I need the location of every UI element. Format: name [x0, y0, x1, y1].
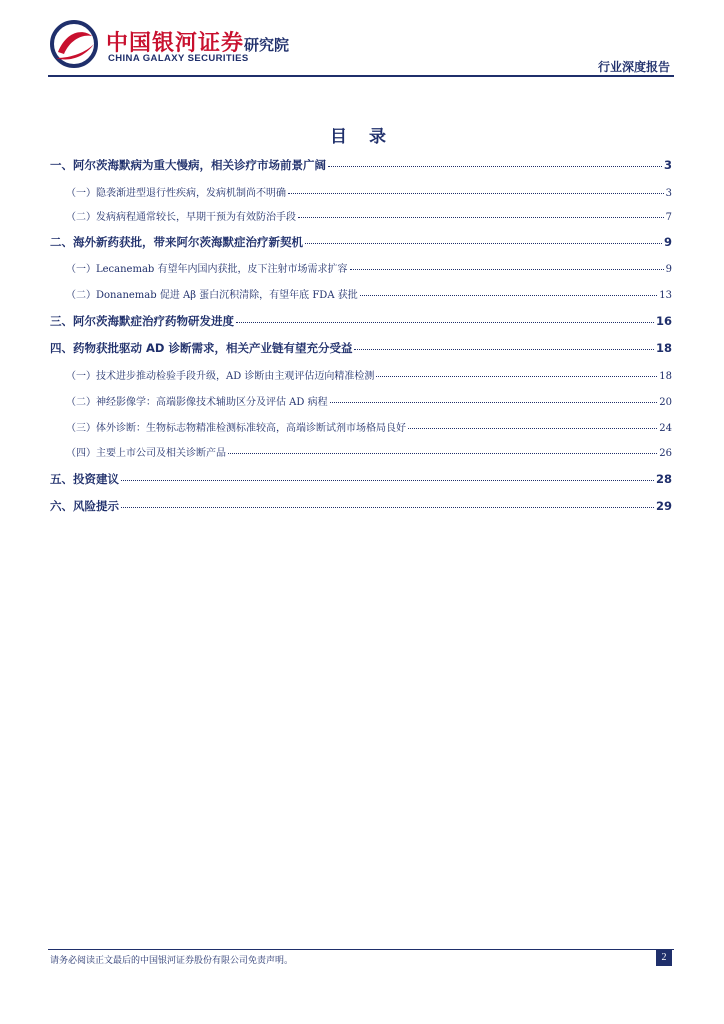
toc-section-link[interactable]: [50, 340, 672, 356]
toc-page-number: 7: [665, 212, 672, 223]
toc-subsection-link[interactable]: [50, 419, 672, 434]
toc-dot-leader: [330, 402, 658, 403]
toc-subsection-link[interactable]: [50, 184, 672, 199]
toc-entry-text: 四、药物获批驱动 AD 诊断需求，相关产业链有望充分受益: [50, 341, 353, 355]
toc-entry-text: （三）体外诊断：生物标志物精准检测标准较高，高端诊断试剂市场格局良好: [66, 423, 406, 434]
toc-dot-leader: [236, 322, 654, 323]
toc-entry-text: 五、投资建议: [50, 472, 119, 486]
logo-english-name: CHINA GALAXY SECURITIES: [108, 53, 249, 64]
toc-entry-text: 一、阿尔茨海默病为重大慢病，相关诊疗市场前景广阔: [50, 158, 326, 172]
report-type-label: 行业深度报告: [597, 60, 670, 74]
toc-title: 目 录: [330, 127, 394, 147]
toc-section-link[interactable]: [50, 471, 672, 487]
toc-subsection-link[interactable]: [50, 393, 672, 408]
toc-subsection-link[interactable]: [50, 286, 672, 301]
toc-entry-text: （一）技术进步推动检验手段升级，AD 诊断由主观评估迈向精准检测: [66, 371, 375, 382]
toc-page-number: 9: [663, 235, 672, 249]
toc-page-number: 18: [655, 341, 672, 355]
toc-section-link[interactable]: [50, 234, 672, 250]
galaxy-logo-icon: [48, 18, 100, 70]
toc-entry-text: （一）Lecanemab 有望年内国内获批，皮下注射市场需求扩容: [66, 264, 348, 275]
toc-page-number: 24: [659, 423, 672, 434]
institute-label: 研究院: [244, 36, 290, 54]
toc-page-number: 3: [663, 158, 672, 172]
toc-entry-text: （一）隐袭渐进型退行性疾病，发病机制尚不明确: [66, 188, 286, 199]
toc-page-number: 3: [665, 188, 672, 199]
page-number: 2: [656, 950, 672, 966]
toc-section-link[interactable]: [50, 498, 672, 514]
toc-page-number: 16: [655, 314, 672, 328]
toc-dot-leader: [228, 453, 657, 454]
toc-entry-text: 二、海外新药获批，带来阿尔茨海默症治疗新契机: [50, 235, 303, 249]
toc-page-number: 20: [659, 397, 672, 408]
logo-chinese-name: 中国银河证券: [106, 31, 245, 56]
toc-subsection-link[interactable]: [50, 208, 672, 223]
toc-subsection-link[interactable]: [50, 367, 672, 382]
footer-divider: [48, 949, 674, 950]
toc-page-number: 9: [665, 264, 672, 275]
toc-page-number: 29: [655, 499, 672, 513]
toc-dot-leader: [408, 428, 657, 429]
toc-dot-leader: [121, 507, 654, 508]
toc-dot-leader: [298, 217, 664, 218]
toc-subsection-link[interactable]: [50, 444, 672, 459]
toc-entry-text: （四）主要上市公司及相关诊断产品: [66, 448, 226, 459]
toc-entry-text: （二）神经影像学：高端影像技术辅助区分及评估 AD 病程: [66, 397, 328, 408]
header-divider: [48, 75, 674, 77]
toc-dot-leader: [350, 269, 664, 270]
toc-entry-text: 三、阿尔茨海默症治疗药物研发进度: [50, 314, 234, 328]
footer-disclaimer: 请务必阅读正文最后的中国银河证券股份有限公司免责声明。: [50, 956, 294, 966]
toc-page-number: 13: [659, 290, 672, 301]
toc-dot-leader: [288, 193, 664, 194]
toc-dot-leader: [305, 243, 662, 244]
toc-dot-leader: [121, 480, 654, 481]
toc-dot-leader: [354, 349, 654, 350]
toc-page-number: 26: [659, 448, 672, 459]
page-header: [0, 0, 724, 80]
toc-subsection-link[interactable]: [50, 260, 672, 275]
toc-entry-text: （二）Donanemab 促进 Aβ 蛋白沉积清除，有望年底 FDA 获批: [66, 290, 358, 301]
toc-page-number: 28: [655, 472, 672, 486]
toc-dot-leader: [328, 166, 662, 167]
toc-dot-leader: [376, 376, 657, 377]
toc-page-number: 18: [659, 371, 672, 382]
toc-section-link[interactable]: [50, 157, 672, 173]
toc-dot-leader: [360, 295, 658, 296]
toc-entry-text: （二）发病病程通常较长，早期干预为有效防治手段: [66, 212, 296, 223]
toc-entry-text: 六、风险提示: [50, 499, 119, 513]
toc-section-link[interactable]: [50, 313, 672, 329]
